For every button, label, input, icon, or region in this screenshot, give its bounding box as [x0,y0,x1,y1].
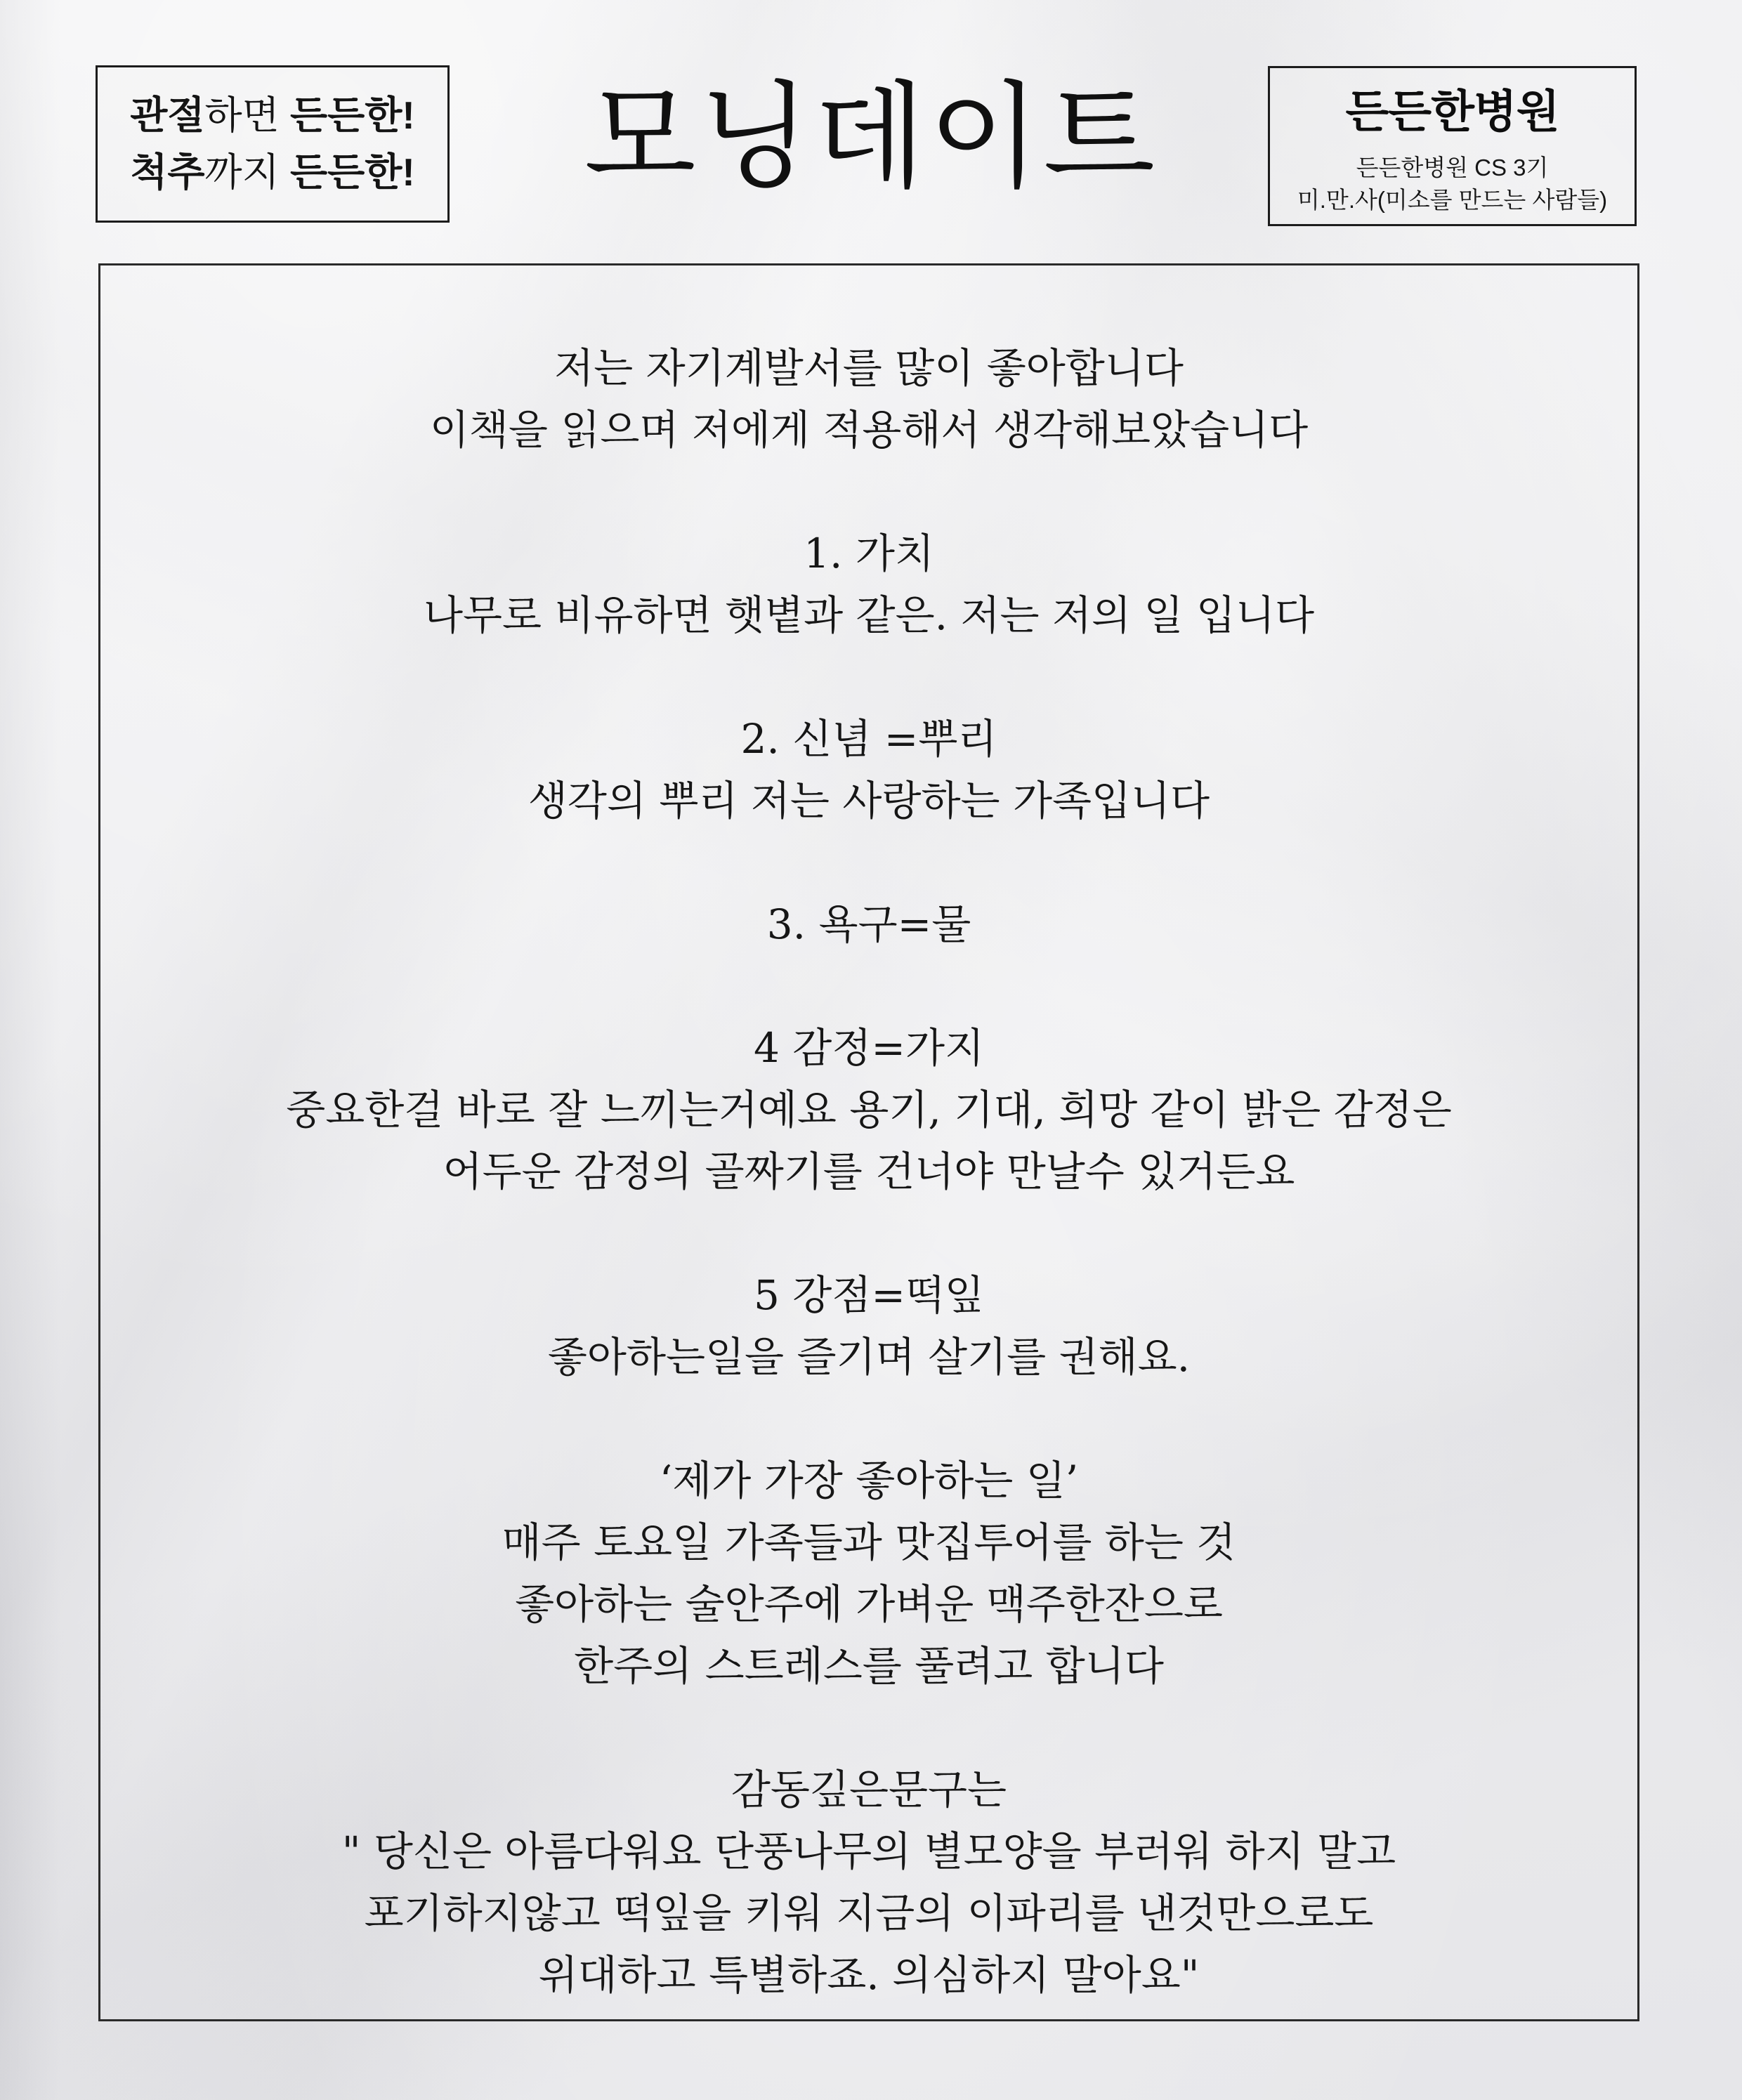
hospital-subtitle-1: 든든한병원 CS 3기 [1356,154,1549,181]
body-text-line: 좋아하는일을 즐기며 살기를 권해요. [547,1333,1191,1381]
body-text-line: " 당신은 아름다워요 단풍나무의 별모양을 부러워 하지 말고 [341,1827,1396,1875]
paragraph-emotion [100,1017,1637,1202]
body-text-line: 이책을 읽으며 저에게 적용해서 생각해보았습니다 [429,406,1309,454]
slogan-line-1-bold-end: 든든한! [290,93,415,138]
slogan-line-2-regular: 까지 [204,150,291,194]
body-text-line: 위대하고 특별하죠. 의심하지 말아요" [538,1951,1200,1999]
hospital-subtitle-2: 미.만.사(미소를 만드는 사람들) [1297,187,1608,213]
body-text-line: 4 감정=가지 [753,1024,985,1072]
paragraph-quote [100,1759,1637,2006]
body-text-line: 중요한걸 바로 잘 느끼는거예요 용기, 기대, 희망 같이 밝은 감정은 [286,1086,1452,1134]
hospital-box [1268,66,1637,226]
body-text-line: 나무로 비유하면 햇볕과 같은. 저는 저의 일 입니다 [423,591,1315,639]
body-text-line: 2. 신념 =뿌리 [740,715,997,763]
body-text-line: 매주 토요일 가족들과 맛집투어를 하는 것 [502,1518,1236,1566]
body-text-line: 5 강점=떡잎 [753,1271,985,1319]
body-text-line: ‘제가 가장 좋아하는 일’ [659,1457,1079,1504]
body-text-line: 저는 자기계발서를 많이 좋아합니다 [554,344,1184,392]
body-text-line: 1. 가치 [804,530,934,577]
paragraph-intro [100,337,1637,461]
slogan-line-1-regular: 하면 [204,93,291,138]
paragraph-belief [100,708,1637,832]
body-text-line: 포기하지않고 떡잎을 키워 지금의 이파리를 낸것만으로도 [364,1889,1374,1937]
paragraph-strength [100,1264,1637,1388]
paragraph-favorite [100,1450,1637,1697]
slogan-line-1-bold-start: 관절 [130,93,205,138]
body-text-line: 어두운 감정의 골짜기를 건너야 만날수 있거든요 [443,1148,1295,1195]
page-title: 모닝데이트 [584,70,1158,204]
slogan-line-2-bold-end: 든든한! [290,150,415,194]
slogan-line-2-bold-start: 척추 [130,150,205,194]
hospital-name: 든든한병원 [1345,86,1559,137]
body-text-line: 한주의 스트레스를 풀려고 합니다 [574,1642,1164,1690]
paragraph-value [100,523,1637,646]
body-text-line: 감동깊은문구는 [731,1766,1007,1813]
body-text-line: 좋아하는 술안주에 가벼운 맥주한잔으로 [515,1580,1223,1628]
body-text-line: 3. 욕구=물 [766,900,971,948]
content-box [98,263,1639,2021]
body-text-line: 생각의 뿌리 저는 사랑하는 가족입니다 [528,777,1210,825]
paragraph-desire [100,893,1637,955]
